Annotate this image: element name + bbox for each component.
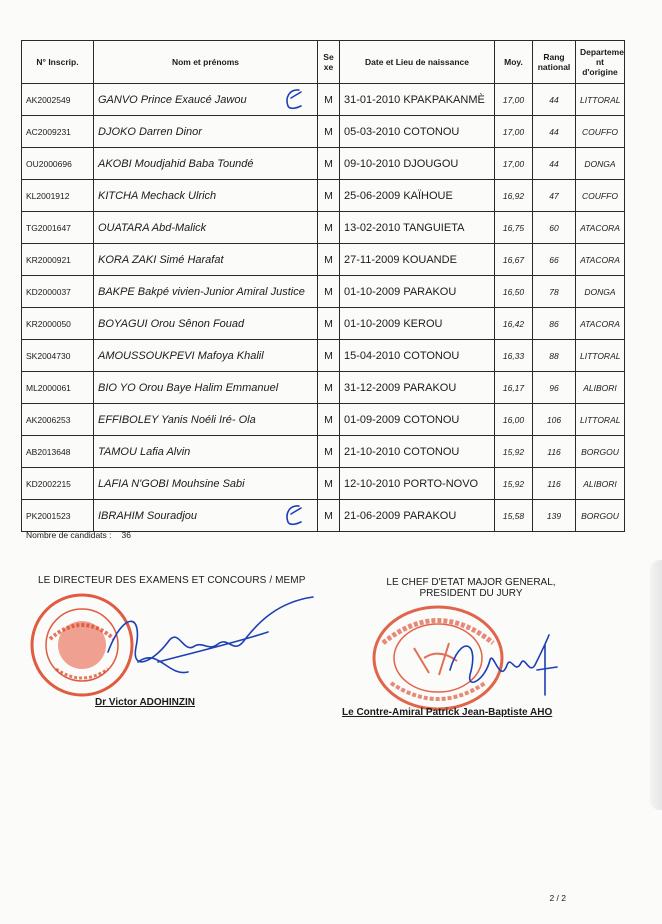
rank-cell — [533, 372, 576, 404]
name-cell-text: BAKPE Bakpé vivien-Junior Amiral Justice — [98, 285, 305, 298]
registration-cell-text: AC2009231 — [26, 126, 71, 137]
department-cell-text: ATACORA — [580, 222, 620, 233]
department-cell-text: LITTORAL — [580, 94, 621, 105]
table-row — [22, 148, 625, 180]
department-cell — [576, 116, 625, 148]
name-cell-text: BOYAGUI Orou Sênon Fouad — [98, 317, 245, 330]
department-cell — [576, 212, 625, 244]
name-cell — [94, 436, 318, 468]
sex-cell — [318, 436, 340, 468]
registration-cell — [22, 244, 94, 276]
department-cell — [576, 404, 625, 436]
rank-cell — [533, 468, 576, 500]
table-row — [22, 468, 625, 500]
sex-cell — [318, 340, 340, 372]
sex-cell-text: M — [324, 285, 333, 298]
rank-cell-text: 78 — [549, 286, 559, 297]
registration-cell — [22, 436, 94, 468]
rank-cell — [533, 84, 576, 116]
average-cell — [495, 372, 533, 404]
rank-cell — [533, 436, 576, 468]
page-number: 2 / 2 — [549, 893, 566, 903]
table-row — [22, 212, 625, 244]
average-cell — [495, 212, 533, 244]
average-cell-text: 17,00 — [502, 94, 525, 105]
name-cell-text: TAMOU Lafia Alvin — [98, 445, 191, 458]
birth-cell-text: 01-10-2009 PARAKOU — [344, 285, 457, 298]
rank-cell — [533, 212, 576, 244]
birth-cell-text: 21-06-2009 PARAKOU — [344, 509, 457, 522]
registration-cell-text: KL2001912 — [26, 190, 70, 201]
name-cell-text: DJOKO Darren Dinor — [98, 125, 202, 138]
name-cell-text: EFFIBOLEY Yanis Noéli Iré- Ola — [98, 413, 256, 426]
header-sex: Se xe — [318, 41, 340, 84]
birth-cell — [340, 404, 495, 436]
average-cell — [495, 436, 533, 468]
rank-cell-text: 139 — [546, 510, 562, 521]
handwritten-check-icon — [281, 86, 307, 112]
header-registration: N° Inscrip. — [22, 41, 94, 84]
sex-cell — [318, 148, 340, 180]
department-cell-text: DONGA — [584, 286, 616, 297]
birth-cell-text: 12-10-2010 PORTO-NOVO — [344, 477, 479, 490]
department-cell-text: COUFFO — [582, 190, 618, 201]
name-cell-text: IBRAHIM Souradjou — [98, 509, 198, 522]
registration-cell-text: PK2001523 — [26, 510, 71, 521]
sex-cell-text: M — [324, 253, 333, 266]
name-cell — [94, 84, 318, 116]
department-cell — [576, 244, 625, 276]
average-cell — [495, 116, 533, 148]
name-cell-text: KITCHA Mechack Ulrich — [98, 189, 217, 202]
left-signatory-title: LE DIRECTEUR DES EXAMENS ET CONCOURS / MEMP — [38, 575, 306, 586]
average-cell-text: 15,58 — [502, 510, 525, 521]
department-cell-text: LITTORAL — [580, 350, 621, 361]
rank-cell-text: 44 — [549, 126, 559, 137]
department-cell-text: BORGOU — [581, 510, 619, 521]
registration-cell — [22, 340, 94, 372]
birth-cell — [340, 372, 495, 404]
header-average: Moy. — [495, 41, 533, 84]
average-cell-text: 16,75 — [502, 222, 525, 233]
rank-cell-text: 66 — [549, 254, 559, 265]
handwritten-check-icon — [281, 502, 307, 528]
page-curl-edge — [650, 560, 662, 810]
department-cell-text: BORGOU — [581, 446, 619, 457]
rank-cell-text: 44 — [549, 158, 559, 169]
registration-cell-text: OU2000696 — [26, 158, 72, 169]
sex-cell — [318, 372, 340, 404]
candidate-count-label: Nombre de candidats : — [26, 530, 112, 540]
registration-cell-text: AB2013648 — [26, 446, 71, 457]
name-cell-text: AKOBI Moudjahid Baba Toundé — [98, 157, 254, 170]
department-cell-text: ATACORA — [580, 254, 620, 265]
average-cell-text: 16,50 — [502, 286, 525, 297]
sex-cell-text: M — [324, 125, 333, 138]
average-cell-text: 17,00 — [502, 158, 525, 169]
sex-cell — [318, 276, 340, 308]
left-signatory-name: Dr Victor ADOHINZIN — [95, 697, 196, 708]
registration-cell-text: AK2006253 — [26, 414, 71, 425]
rank-cell — [533, 116, 576, 148]
birth-cell-text: 09-10-2010 DJOUGOU — [344, 157, 459, 170]
name-cell — [94, 116, 318, 148]
registration-cell — [22, 84, 94, 116]
average-cell-text: 16,17 — [502, 382, 525, 393]
average-cell — [495, 500, 533, 532]
registration-cell-text: KD2000037 — [26, 286, 71, 297]
sex-cell — [318, 308, 340, 340]
rank-cell-text: 86 — [549, 318, 559, 329]
rank-cell-text: 88 — [549, 350, 559, 361]
rank-cell — [533, 500, 576, 532]
right-title-line-2: PRESIDENT DU JURY — [419, 588, 523, 599]
rank-cell — [533, 340, 576, 372]
name-cell — [94, 212, 318, 244]
birth-cell-text: 13-02-2010 TANGUIETA — [344, 221, 465, 234]
average-cell — [495, 340, 533, 372]
average-cell-text: 15,92 — [502, 446, 525, 457]
average-cell-text: 16,92 — [502, 190, 525, 201]
sex-cell-text: M — [324, 381, 333, 394]
name-cell — [94, 500, 318, 532]
average-cell — [495, 308, 533, 340]
birth-cell-text: 05-03-2010 COTONOU — [344, 125, 460, 138]
rank-cell-text: 116 — [547, 446, 561, 457]
rank-cell-text: 106 — [546, 414, 562, 425]
birth-cell — [340, 244, 495, 276]
department-cell — [576, 436, 625, 468]
birth-cell — [340, 468, 495, 500]
name-cell — [94, 308, 318, 340]
department-cell — [576, 84, 625, 116]
registration-cell-text: SK2004730 — [26, 350, 71, 361]
sex-cell — [318, 116, 340, 148]
header-department: Departeme nt d'origine — [576, 41, 625, 84]
birth-cell — [340, 340, 495, 372]
table-header-row — [22, 41, 625, 84]
department-cell — [576, 340, 625, 372]
sex-cell — [318, 180, 340, 212]
average-cell-text: 16,33 — [502, 350, 525, 361]
candidate-count-value: 36 — [121, 530, 131, 540]
sex-cell-text: M — [324, 413, 333, 426]
candidate-count — [26, 530, 131, 540]
name-cell — [94, 468, 318, 500]
birth-cell — [340, 500, 495, 532]
average-cell — [495, 468, 533, 500]
registration-cell — [22, 468, 94, 500]
sex-cell-text: M — [324, 477, 333, 490]
registration-cell-text: ML2000061 — [26, 382, 71, 393]
average-cell — [495, 244, 533, 276]
birth-cell — [340, 148, 495, 180]
name-cell-text: BIO YO Orou Baye Halim Emmanuel — [98, 381, 279, 394]
birth-cell-text: 31-01-2010 KPAKPAKANMÈ — [344, 93, 485, 106]
registration-cell — [22, 276, 94, 308]
table-row — [22, 244, 625, 276]
table-row — [22, 308, 625, 340]
birth-cell — [340, 308, 495, 340]
average-cell — [495, 404, 533, 436]
registration-cell-text: KR2000050 — [26, 318, 71, 329]
average-cell — [495, 148, 533, 180]
average-cell-text: 16,00 — [502, 414, 525, 425]
rank-cell-text: 47 — [549, 190, 559, 201]
sex-cell-text: M — [324, 189, 333, 202]
table-row — [22, 84, 625, 116]
average-cell — [495, 276, 533, 308]
average-cell-text: 15,92 — [502, 478, 525, 489]
birth-cell-text: 27-11-2009 KOUANDE — [344, 253, 457, 266]
name-cell — [94, 180, 318, 212]
sex-cell — [318, 468, 340, 500]
sex-cell-text: M — [324, 157, 333, 170]
sex-cell-text: M — [324, 93, 333, 106]
name-cell-text: KORA ZAKI Simé Harafat — [98, 253, 224, 266]
table-row — [22, 404, 625, 436]
name-cell-text: GANVO Prince Exaucé Jawou — [98, 93, 247, 106]
birth-cell — [340, 212, 495, 244]
birth-cell — [340, 276, 495, 308]
name-cell — [94, 276, 318, 308]
registration-cell — [22, 404, 94, 436]
registration-cell — [22, 372, 94, 404]
sex-cell — [318, 500, 340, 532]
candidates-table — [21, 40, 625, 532]
name-cell — [94, 340, 318, 372]
department-cell-text: COUFFO — [582, 126, 618, 137]
name-cell-text: AMOUSSOUKPEVI Mafoya Khalil — [98, 349, 264, 362]
department-cell — [576, 276, 625, 308]
table-row — [22, 372, 625, 404]
registration-cell — [22, 180, 94, 212]
registration-cell — [22, 148, 94, 180]
rank-cell — [533, 308, 576, 340]
registration-cell-text: KR2000921 — [26, 254, 71, 265]
average-cell-text: 16,42 — [502, 318, 525, 329]
right-signatory-title — [376, 577, 566, 599]
sex-cell — [318, 84, 340, 116]
registration-cell-text: KD2002215 — [26, 478, 71, 489]
table-row — [22, 116, 625, 148]
department-cell — [576, 372, 625, 404]
rank-cell — [533, 148, 576, 180]
average-cell-text: 16,67 — [502, 254, 525, 265]
table-row — [22, 276, 625, 308]
rank-cell-text: 116 — [547, 478, 561, 489]
sex-cell — [318, 404, 340, 436]
rank-cell-text: 60 — [549, 222, 559, 233]
average-cell — [495, 180, 533, 212]
birth-cell-text: 15-04-2010 COTONOU — [344, 349, 460, 362]
department-cell — [576, 468, 625, 500]
registration-cell — [22, 212, 94, 244]
name-cell-text: LAFIA N'GOBI Mouhsine Sabi — [98, 477, 245, 490]
header-birth: Date et Lieu de naissance — [340, 41, 495, 84]
birth-cell-text: 01-09-2009 COTONOU — [344, 413, 460, 426]
average-cell-text: 17,00 — [502, 126, 525, 137]
birth-cell-text: 25-06-2009 KAÏHOUE — [344, 189, 453, 202]
department-cell — [576, 500, 625, 532]
registration-cell-text: AK2002549 — [26, 94, 71, 105]
name-cell-text: OUATARA Abd-Malick — [98, 221, 207, 234]
table-row — [22, 500, 625, 532]
department-cell — [576, 148, 625, 180]
rank-cell — [533, 180, 576, 212]
name-cell — [94, 372, 318, 404]
director-signature — [98, 592, 323, 692]
sex-cell — [318, 244, 340, 276]
rank-cell — [533, 276, 576, 308]
sex-cell-text: M — [324, 509, 333, 522]
birth-cell — [340, 84, 495, 116]
birth-cell-text: 31-12-2009 PARAKOU — [344, 381, 457, 394]
sex-cell-text: M — [324, 445, 333, 458]
name-cell — [94, 244, 318, 276]
department-cell-text: ATACORA — [580, 318, 620, 329]
table-row — [22, 340, 625, 372]
registration-cell — [22, 116, 94, 148]
birth-cell-text: 01-10-2009 KEROU — [344, 317, 443, 330]
registration-cell — [22, 308, 94, 340]
department-cell — [576, 308, 625, 340]
name-cell — [94, 148, 318, 180]
right-signatory-name: Le Contre-Amiral Patrick Jean-Baptiste AHO — [342, 707, 553, 718]
sex-cell-text: M — [324, 349, 333, 362]
registration-cell-text: TG2001647 — [26, 222, 71, 233]
birth-cell — [340, 180, 495, 212]
sex-cell — [318, 212, 340, 244]
name-cell — [94, 404, 318, 436]
table-row — [22, 436, 625, 468]
rank-cell — [533, 244, 576, 276]
department-cell-text: LITTORAL — [580, 414, 621, 425]
rank-cell-text: 96 — [549, 382, 559, 393]
department-cell-text: DONGA — [584, 158, 616, 169]
birth-cell — [340, 436, 495, 468]
sex-cell-text: M — [324, 221, 333, 234]
rank-cell — [533, 404, 576, 436]
birth-cell — [340, 116, 495, 148]
registration-cell — [22, 500, 94, 532]
sex-cell-text: M — [324, 317, 333, 330]
header-national-rank: Rang national — [533, 41, 576, 84]
chief-of-staff-signature — [445, 625, 570, 700]
birth-cell-text: 21-10-2010 COTONOU — [344, 445, 460, 458]
average-cell — [495, 84, 533, 116]
department-cell — [576, 180, 625, 212]
right-title-line-1: LE CHEF D'ETAT MAJOR GENERAL, — [386, 577, 556, 588]
rank-cell-text: 44 — [549, 94, 559, 105]
department-cell-text: ALIBORI — [583, 382, 617, 393]
department-cell-text: ALIBORI — [583, 478, 617, 489]
header-name: Nom et prénoms — [94, 41, 318, 84]
table-row — [22, 180, 625, 212]
